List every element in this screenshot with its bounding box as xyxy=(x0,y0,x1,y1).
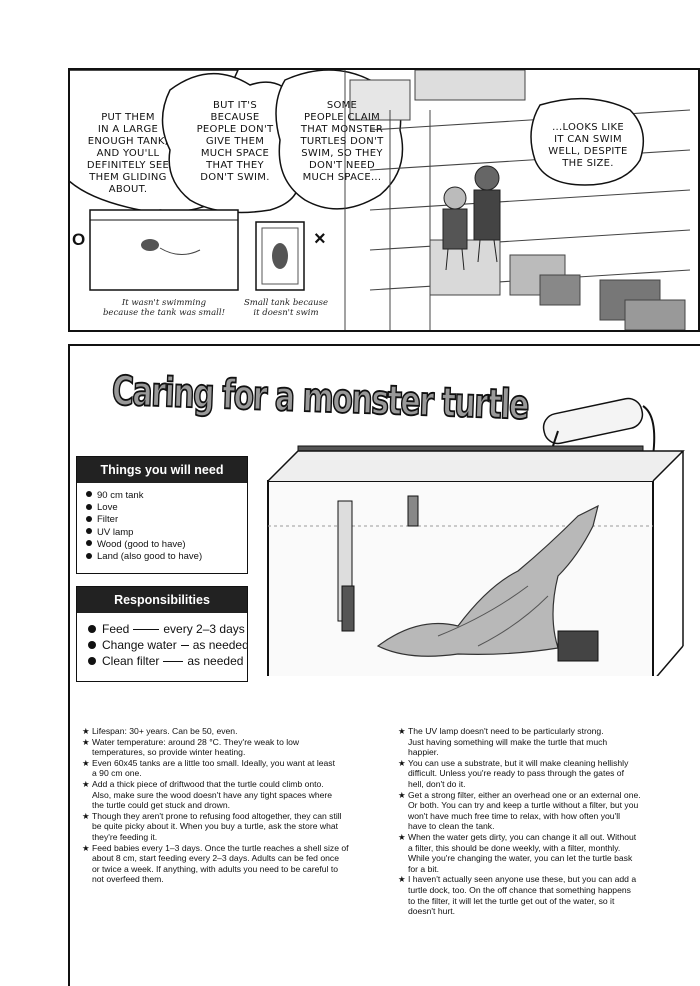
responsibility-item: Clean filter as needed xyxy=(88,653,247,669)
responsibility-item: Feed every 2–3 days xyxy=(88,621,247,637)
top-panel xyxy=(68,68,700,332)
note-item: ★ Water temperature: around 28 °C. They're weak to low temperatures, so provide winter heating. xyxy=(82,736,300,758)
responsibilities-box xyxy=(76,586,248,682)
responsibilities-list xyxy=(77,613,247,669)
note-item: ★ I haven't actually seen anyone use these, but you can add a turtle dock, too. On the off chance that something happens to the filter, it will let the turtle get out of the water, so it doesn't hurt. xyxy=(398,874,637,917)
needs-box xyxy=(76,456,248,574)
needs-heading: Things you will need xyxy=(77,457,247,483)
mark-good: O xyxy=(72,230,86,249)
needs-item: Love xyxy=(86,502,247,514)
needs-item: Land (also good to have) xyxy=(86,551,247,563)
needs-item: 90 cm tank xyxy=(86,490,247,502)
needs-list xyxy=(77,483,247,563)
responsibilities-heading: Responsibilities xyxy=(77,587,247,613)
caption-small-tank: Small tank because it doesn't swim xyxy=(243,298,329,318)
needs-item: Filter xyxy=(86,514,247,526)
note-item: ★ Feed babies every 1–3 days. Once the turtle reaches a shell size of about 8 cm, start feeding every 2–3 days. Adults can be fed once or twice a week. If anything, with adults you need to be careful to not overfeed them. xyxy=(82,842,349,885)
note-item: ★ Even 60x45 tanks are a little too small. Ideally, you want at least a 90 cm one. xyxy=(82,757,335,779)
note-item: ★ Though they aren't prone to refusing food altogether, they can still be quite picky about it. When you buy a turtle, ask the store what they're feeding it. xyxy=(82,810,342,842)
swimming-turtle-drawing xyxy=(141,239,159,251)
note-item: ★ Lifespan: 30+ years. Can be 50, even. xyxy=(82,726,238,736)
needs-item: Wood (good to have) xyxy=(86,539,247,551)
guide-title: Caring for a monster turtle xyxy=(111,367,529,430)
note-item: ★ The UV lamp doesn't need to be particularly strong. Just having something will make the turtle that much happier. xyxy=(398,726,608,758)
needs-item: UV lamp xyxy=(86,527,247,539)
mark-bad: × xyxy=(314,228,326,250)
note-item: ★ Add a thick piece of driftwood that the turtle could climb onto. Also, make sure the wood doesn't have any tight spaces where the turtle could get stuck and drown. xyxy=(82,778,333,811)
bubble-text-3: SOME PEOPLE CLAIM THAT MONSTER TURTLES DON'T SWIM, SO THEY DON'T NEED MUCH SPACE... xyxy=(300,100,384,183)
note-item: ★ Get a strong filter, either an overhead one or an external one. Or both. You can try and keep a turtle without a filter, but you won't have much free time to relax, with how often you'll have to clean the tank. xyxy=(398,789,641,832)
notes-left-column xyxy=(82,726,388,885)
notes-right-column xyxy=(398,726,698,917)
caption-big-tank: It wasn't swimming because the tank was small! xyxy=(102,298,226,318)
note-item: ★ You can use a substrate, but it will make cleaning hellishly difficult. Unless you're ready to pass through the gates of hell, don't do it. xyxy=(398,757,629,789)
bubble-text-2: BUT IT'S BECAUSE PEOPLE DON'T GIVE THEM MUCH SPACE THAT THEY DON'T SWIM. xyxy=(196,100,274,183)
aquarium-illustration xyxy=(258,386,700,676)
responsibility-item: Change water as needed xyxy=(88,637,247,653)
guide-panel xyxy=(68,344,700,986)
bubble-text-1: PUT THEM IN A LARGE ENOUGH TANK, AND YOU'LL DEFINITELY SEE THEM GLIDING ABOUT. xyxy=(86,112,170,195)
note-item: ★ When the water gets dirty, you can change it all out. Without a filter, this should be done weekly, with a filter, monthly. While you're changing the water, you can let the turtle bask for a bit. xyxy=(398,831,637,874)
shop-interior xyxy=(345,70,690,332)
bubble-text-4: ...LOOKS LIKE IT CAN SWIM WELL, DESPITE THE SIZE. xyxy=(548,122,628,169)
